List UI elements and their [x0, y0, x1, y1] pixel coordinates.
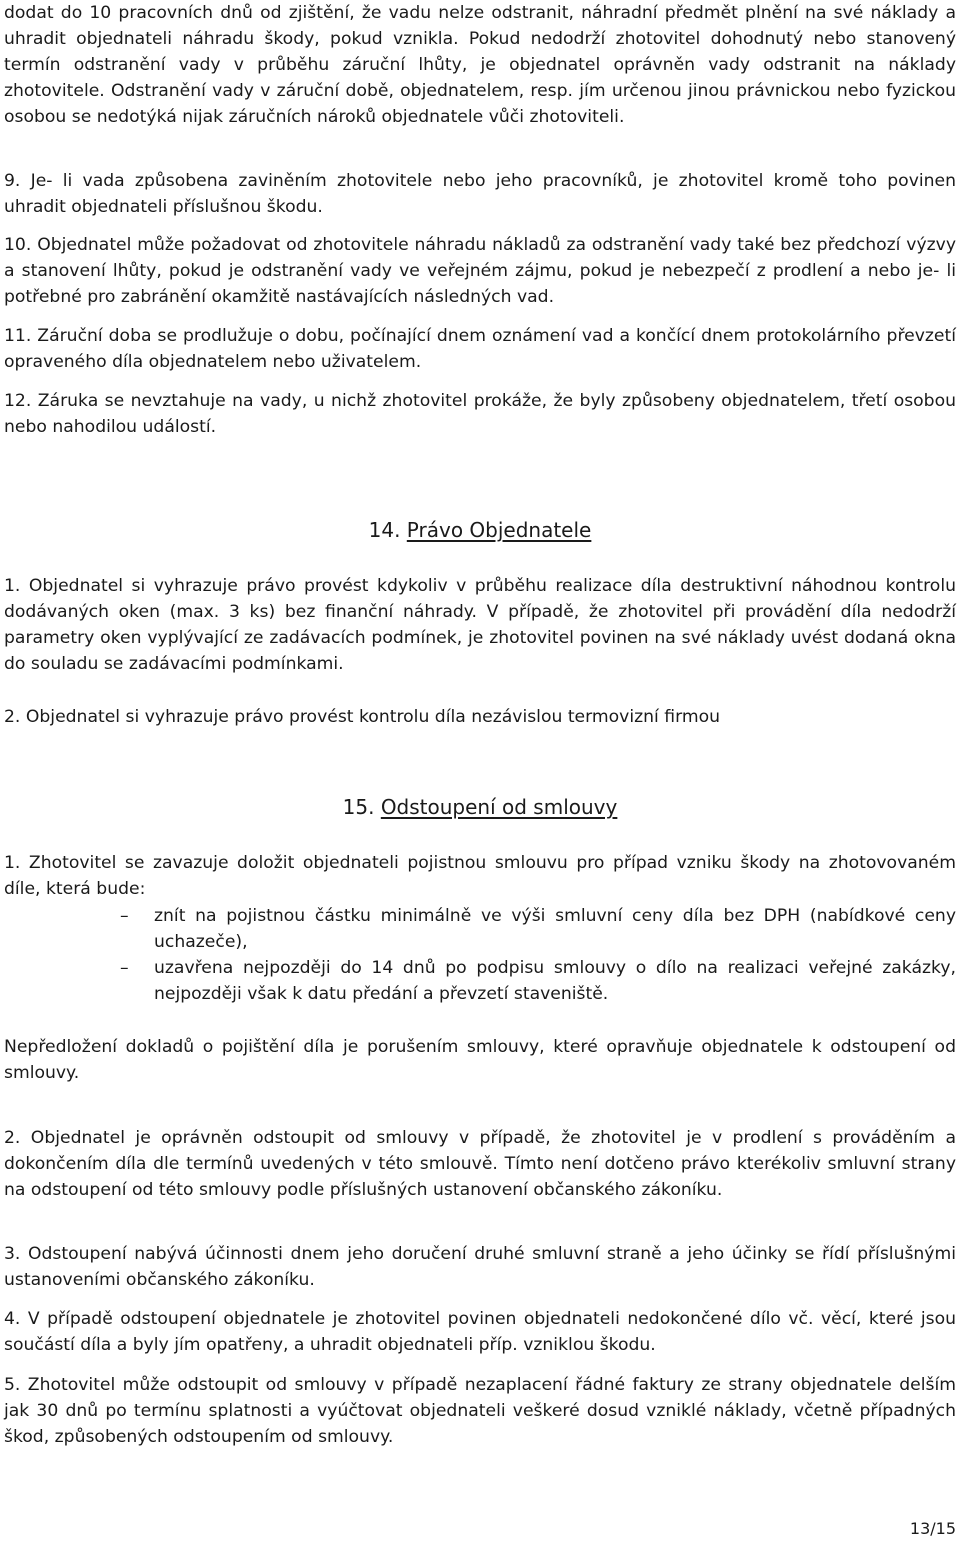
section-title: Právo Objednatele [406, 518, 592, 542]
section-heading-14 [4, 517, 956, 543]
section-15-paragraph-4: 4. V případě odstoupení objednatele je zhotovitel povinen objednateli nedokončené dílo vč. věcí, které jsou součástí díla a byly jím opatřeny, a uhradit objednateli příp. vzniklou škodu. [4, 1309, 956, 1355]
section-15-paragraph-5: 5. Zhotovitel může odstoupit od smlouvy v případě nezaplacení řádné faktury ze strany objednatele delším jak 30 dnů po termínu splatnosti a vyúčtovat objednateli veškeré dosud vzniklé náklady, včetně případných škod, způsobených odstoupením od smlouvy. [4, 1375, 956, 1447]
paragraph-12: 12. Záruka se nevztahuje na vady, u nichž zhotovitel prokáže, že byly způsobeny objednatelem, třetí osobou nebo nahodilou událostí. [4, 391, 956, 437]
section-number: 14. [368, 518, 401, 542]
section-title: Odstoupení od smlouvy [380, 795, 618, 819]
section-15-paragraph-2: 2. Objednatel je oprávněn odstoupit od smlouvy v případě, že zhotovitel je v prodlení s prováděním a dokončením díla dle termínů uvedených v této smlouvě. Tímto není dotčeno právo kterékoliv smluvní strany na odstoupení od této smlouvy podle příslušných ustanovení občanského zákoníku. [4, 1128, 956, 1200]
page-number: 13/15 [909, 1519, 956, 1538]
paragraph-10: 10. Objednatel může požadovat od zhotovitele náhradu nákladů za odstranění vady také bez předchozí výzvy a stanovení lhůty, pokud je odstranění vady ve veřejném zájmu, pokud je nebezpečí z prodlení a nebo je- li potřebné pro zabránění okamžitě nastávajících následných vad. [4, 235, 956, 307]
dash-bullet: – [120, 906, 129, 926]
section-15-paragraph-1: 1. Zhotovitel se zavazuje doložit objednateli pojistnou smlouvu pro případ vzniku škody na zhotovovaném díle, která bude: [4, 853, 956, 899]
list-item-text: znít na pojistnou částku minimálně ve výši smluvní ceny díla bez DPH (nabídkové ceny uchazeče), [154, 906, 956, 952]
section-14-paragraph-1: 1. Objednatel si vyhrazuje právo provést kdykoliv v průběhu realizace díla destruktivní náhodnou kontrolu dodávaných oken (max. 3 ks) bez finanční náhrady. V případě, že zhotovitel při provádění díla nedodrží parametry oken vyplývající ze zadávacích podmínek, je zhotovitel povinen na své náklady uvést dodaná okna do souladu se zadávacími podmínkami. [4, 576, 956, 674]
section-15-note: Nepředložení dokladů o pojištění díla je porušením smlouvy, které opravňuje objednatele k odstoupení od smlouvy. [4, 1037, 956, 1083]
section-14-paragraph-2: 2. Objednatel si vyhrazuje právo provést kontrolu díla nezávislou termovizní firmou [4, 707, 720, 727]
paragraph-intro: dodat do 10 pracovních dnů od zjištění, že vadu nelze odstranit, náhradní předmět plnění na své náklady a uhradit objednateli náhradu škody, pokud vznikla. Pokud nedodrží zhotovitel dohodnutý nebo stanovený termín odstranění vady v průběhu záruční lhůty, je objednatel oprávněn vady odstranit na náklady zhotovitele. Odstranění vady v záruční době, objednatelem, resp. jím určenou jinou právnickou nebo fyzickou osobou se nedotýká nijak záručních nároků objednatele vůči zhotoviteli. [4, 3, 956, 127]
dash-bullet: – [120, 958, 129, 978]
list-item-text: uzavřena nejpozději do 14 dnů po podpisu smlouvy o dílo na realizaci veřejné zakázky, nejpozději však k datu předání a převzetí staveniště. [154, 958, 956, 1004]
paragraph-9: 9. Je- li vada způsobena zaviněním zhotovitele nebo jeho pracovníků, je zhotovitel kromě toho povinen uhradit objednateli příslušnou škodu. [4, 171, 956, 217]
paragraph-11: 11. Záruční doba se prodlužuje o dobu, počínající dnem oznámení vad a končící dnem protokolárního převzetí opraveného díla objednatelem nebo uživatelem. [4, 326, 956, 372]
list-item [4, 903, 956, 955]
section-heading-15 [4, 794, 956, 820]
section-15-paragraph-3: 3. Odstoupení nabývá účinnosti dnem jeho doručení druhé smluvní straně a jeho účinky se řídí příslušnými ustanoveními občanského zákoníku. [4, 1244, 956, 1290]
section-number: 15. [342, 795, 375, 819]
list-item [4, 955, 956, 1007]
